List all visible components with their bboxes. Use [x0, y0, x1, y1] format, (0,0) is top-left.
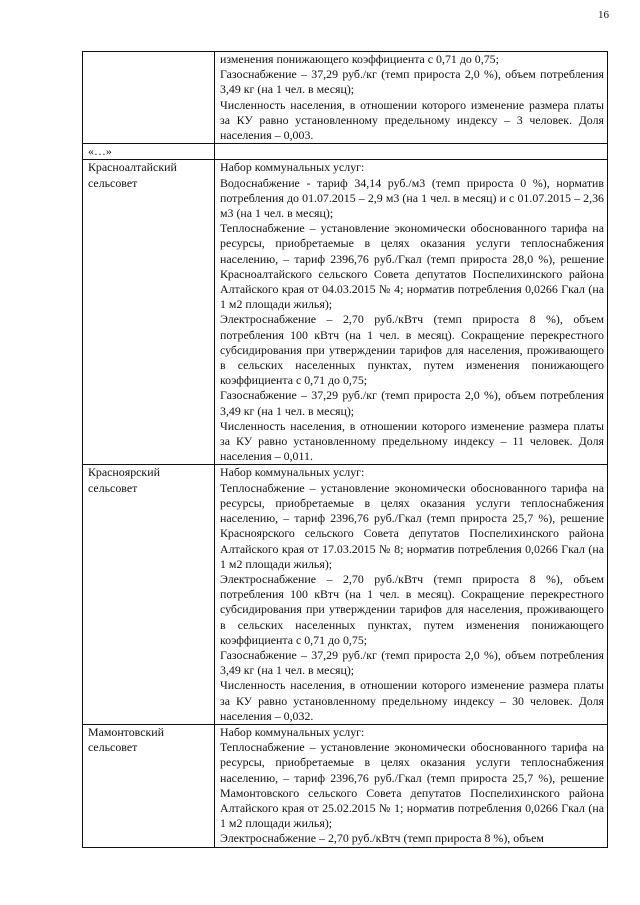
page-number: 16	[598, 9, 609, 21]
paragraph: Набор коммунальных услуг:	[220, 465, 365, 480]
paragraph: изменения понижающего коэффициента с 0,71 до 0,75;	[220, 52, 499, 66]
utilities-description-cell	[215, 144, 608, 160]
paragraph: Электроснабжение – 2,70 руб./кВтч (темп прироста 8 %), объем потребления 100 кВтч (на 1 чел. в месяц). Сокращение перекрестного субсидирования при утверждении тарифов для населения, проживающего в сельских населенных пунктах, путем изменения понижающего коэффициента с 0,71 до 0,75;	[220, 312, 604, 388]
utilities-description-cell	[215, 160, 608, 465]
paragraph: Численность населения, в отношении которого изменение размера платы за КУ равно установленному предельному индексу – 30 человек. Доля населения – 0,032.	[220, 678, 604, 723]
paragraph: Электроснабжение – 2,70 руб./кВтч (темп прироста 8 %), объем потребления 100 кВтч (на 1 чел. в месяц). Сокращение перекрестного субсидирования при утверждении тарифов для населения, проживающего в сельских населенных пунктах, путем изменения понижающего коэффициента с 0,71 до 0,75;	[220, 571, 604, 647]
table-row	[83, 52, 608, 144]
municipality-name-cell: Красноалтайский сельсовет	[83, 160, 215, 465]
municipality-name-cell: «…»	[83, 144, 215, 160]
tariff-table	[82, 51, 608, 848]
paragraph: Газоснабжение – 37,29 руб./кг (темп прироста 2,0 %), объем потребления 3,49 кг (на 1 чел. в месяц);	[220, 388, 604, 418]
municipality-name-cell: Мамонтовский сельсовет	[83, 724, 215, 847]
paragraph: Теплоснабжение – установление экономически обоснованного тарифа на ресурсы, приобретаемые в целях оказания услуги теплоснабжения населению, – тариф 2396,76 руб./Гкал (темп прироста 25,7 %), решение Красноярского сельского Совета депутатов Поспелихинского района Алтайского края от 17.03.2015 № 8; норматив потребления 0,0266 Гкал (на 1 м2 площади жилья);	[220, 480, 604, 571]
paragraph: Набор коммунальных услуг:	[220, 724, 365, 739]
paragraph: Электроснабжение – 2,70 руб./кВтч (темп прироста 8 %), объем	[220, 831, 544, 846]
paragraph: Газоснабжение – 37,29 руб./кг (темп прироста 2,0 %), объем потребления 3,49 кг (на 1 чел. в месяц);	[220, 67, 604, 97]
paragraph: Набор коммунальных услуг:	[220, 160, 365, 175]
table-row	[83, 724, 608, 847]
municipality-name-cell	[83, 52, 215, 144]
paragraph: Газоснабжение – 37,29 руб./кг (темп прироста 2,0 %), объем потребления 3,49 кг (на 1 чел. в месяц);	[220, 647, 604, 678]
tariff-table-body	[83, 52, 608, 848]
paragraph: Численность населения, в отношении которого изменение размера платы за КУ равно установленному предельному индексу – 11 человек. Доля населения – 0,011.	[220, 418, 604, 464]
utilities-description-cell	[215, 724, 608, 847]
utilities-description-cell	[215, 465, 608, 724]
table-row	[83, 144, 608, 160]
utilities-description-cell	[215, 52, 608, 144]
paragraph: Водоснабжение - тариф 34,14 руб./м3 (темп прироста 0 %), норматив потребления до 01.07.2015 – 2,9 м3 (на 1 чел. в месяц) и с 01.07.2015 – 2,36 м3 (на 1 чел. в месяц);	[220, 175, 604, 221]
table-row	[83, 160, 608, 465]
paragraph: Теплоснабжение – установление экономически обоснованного тарифа на ресурсы, приобретаемые в целях оказания услуги теплоснабжения населению, – тариф 2396,76 руб./Гкал (темп прироста 25,7 %), решение Мамонтовского сельского Совета депутатов Поспелихинского района Алтайского края от 25.02.2015 № 1; норматив потребления 0,0266 Гкал (на 1 м2 площади жилья);	[220, 740, 604, 831]
municipality-name-cell: Краснoярский сельсовет	[83, 465, 215, 724]
table-row	[83, 465, 608, 724]
paragraph: Теплоснабжение – установление экономически обоснованного тарифа на ресурсы, приобретаемые в целях оказания услуги теплоснабжения населению, – тариф 2396,76 руб./Гкал (темп прироста 28,0 %), решение Красноалтайского сельского Совета депутатов Поспелихинского района Алтайского края от 04.03.2015 № 4; норматив потребления 0,0266 Гкал (на 1 м2 площади жилья);	[220, 221, 604, 312]
paragraph: Численность населения, в отношении которого изменение размера платы за КУ равно установленному предельному индексу – 3 человек. Доля населения – 0,003.	[220, 97, 604, 143]
